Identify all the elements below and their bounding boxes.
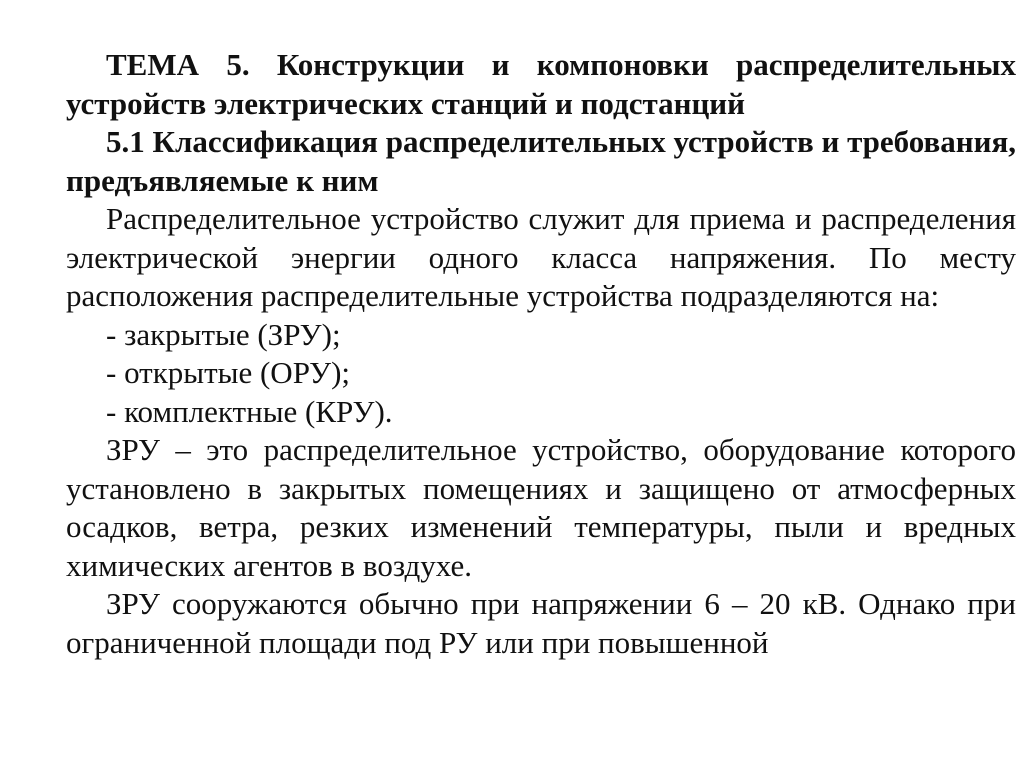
document-page [66, 46, 1016, 662]
list-item-kru: - комплектные (КРУ). [106, 393, 393, 429]
zru-voltage-paragraph: ЗРУ сооружаются обычно при напряжении 6 – 20 кВ. Однако при ограниченной площади под РУ или при повышенной [66, 586, 1016, 660]
section-heading: 5.1 Классификация распределительных устройств и требования, предъявляемые к ним [66, 124, 1016, 198]
zru-definition-paragraph: ЗРУ – это распределительное устройство, оборудование которого установлено в закрытых помещениях и защищено от атмосферных осадков, ветра, резких изменений температуры, пыли и вредных химических агентов в воздухе. [66, 432, 1016, 583]
topic-heading: ТЕМА 5. Конструкции и компоновки распределительных устройств электрических станций и подстанций [66, 47, 1016, 121]
list-item-oru: - открытые (ОРУ); [106, 355, 351, 390]
intro-paragraph: Распределительное устройство служит для приема и распределения электрической энергии одного класса напряжения. По месту расположения распределительные устройства подразделяются на: [66, 201, 1016, 313]
list-item-zru: - закрытые (ЗРУ); [106, 316, 341, 352]
